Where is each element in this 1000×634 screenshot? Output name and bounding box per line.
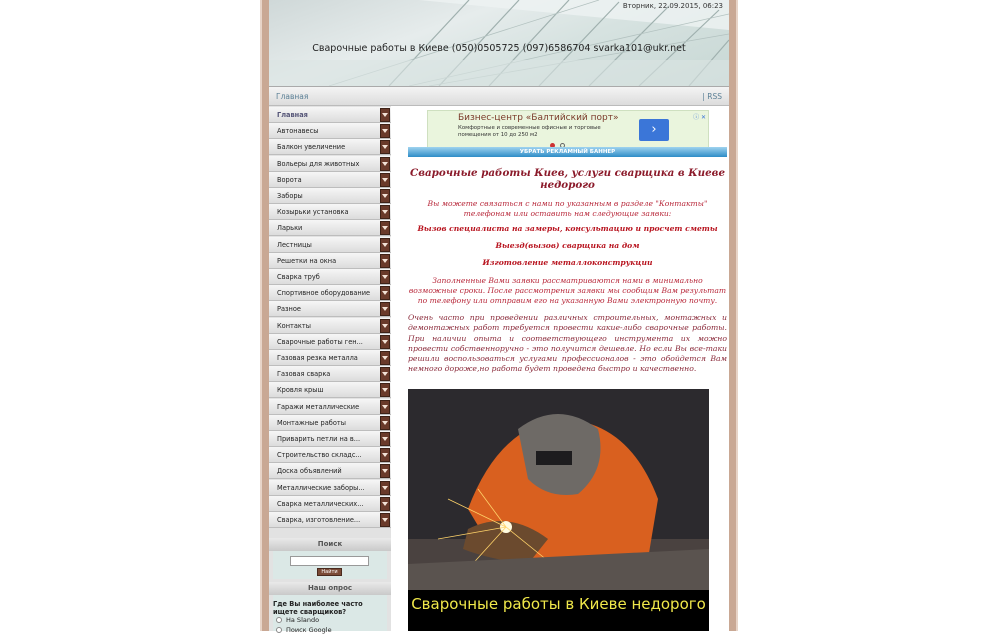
sidebar-menu-item[interactable] — [269, 237, 391, 253]
sidebar-menu-item-label: Сварка труб — [277, 273, 320, 281]
ad-banner[interactable] — [427, 110, 709, 148]
search-block-title: Поиск — [269, 538, 391, 551]
ad-text: Комфортные и современные офисные и торговые помещения от 10 до 250 м2 — [458, 125, 601, 138]
dropdown-arrow-icon[interactable] — [380, 416, 390, 430]
ad-title[interactable]: Бизнес-центр «Балтийский порт» — [458, 113, 619, 123]
sidebar-menu-item-label: Главная — [277, 111, 308, 119]
sidebar-menu-item[interactable] — [269, 512, 391, 528]
sidebar-menu-item-label: Сварка, изготовление... — [277, 516, 361, 524]
poll-option[interactable] — [276, 616, 319, 624]
sidebar-menu-item-label: Заборы — [277, 192, 303, 200]
dropdown-arrow-icon[interactable] — [380, 400, 390, 414]
dropdown-arrow-icon[interactable] — [380, 481, 390, 495]
sidebar-menu-item[interactable] — [269, 123, 391, 139]
sidebar-menu-item-label: Вольеры для животных — [277, 159, 360, 168]
sidebar-menu-item[interactable] — [269, 204, 391, 220]
poll-option[interactable] — [276, 626, 332, 634]
dropdown-arrow-icon[interactable] — [380, 335, 390, 349]
sidebar-menu-item[interactable] — [269, 415, 391, 431]
sidebar-menu-item[interactable] — [269, 480, 391, 496]
dropdown-arrow-icon[interactable] — [380, 302, 390, 316]
sidebar-menu-item-label: Спортивное оборудование — [277, 289, 371, 298]
sidebar-menu-item[interactable] — [269, 220, 391, 236]
sidebar-menu-item[interactable] — [269, 382, 391, 398]
sidebar-menu-item[interactable] — [269, 285, 391, 301]
sidebar-menu-item[interactable] — [269, 496, 391, 512]
dropdown-arrow-icon[interactable] — [380, 513, 390, 527]
dropdown-arrow-icon[interactable] — [380, 221, 390, 235]
dropdown-arrow-icon[interactable] — [380, 497, 390, 511]
dropdown-arrow-icon[interactable] — [380, 286, 390, 300]
sidebar-menu-item-label: Лестницы — [277, 240, 312, 249]
sidebar-menu-item[interactable] — [269, 447, 391, 463]
sidebar-menu-item-label: Козырьки установка — [277, 208, 349, 217]
sidebar-menu-item-label: Монтажные работы — [277, 418, 346, 427]
sidebar-menu-item[interactable] — [269, 188, 391, 204]
welder-image — [408, 389, 709, 590]
sidebar-menu-item[interactable] — [269, 301, 391, 317]
request-notice: Заполненные Вами заявки рассматриваются нами в минимально возможные сроки. После рассмотрения заявки мы сообщим Вам результат по телефону или отправим его на указанную Вами электронную почту. — [408, 276, 727, 305]
dropdown-arrow-icon[interactable] — [380, 464, 390, 478]
welder-photo — [408, 389, 709, 631]
main-content — [399, 106, 729, 631]
sidebar-menu-item-label: Строительство складс... — [277, 451, 362, 460]
nav-home-link[interactable]: Главная — [276, 92, 309, 101]
dropdown-arrow-icon[interactable] — [380, 140, 390, 154]
sidebar-menu-item-label: Металлические заборы... — [277, 483, 365, 492]
remove-ad-banner-button[interactable]: УБРАТЬ РЕКЛАМНЫЙ БАННЕР — [408, 147, 727, 157]
top-navbar — [269, 86, 729, 106]
dropdown-arrow-icon[interactable] — [380, 270, 390, 284]
dropdown-arrow-icon[interactable] — [380, 367, 390, 381]
sidebar-menu-item[interactable] — [269, 399, 391, 415]
page-container — [262, 0, 736, 634]
ad-close-icon[interactable]: ⓘ ✕ — [693, 114, 706, 121]
contact-intro: Вы можете связаться с нами по указанным в разделе "Контакты" телефонам или оставить нам следующие заявки: — [427, 199, 708, 218]
sidebar-menu-item[interactable] — [269, 366, 391, 382]
sidebar-menu-item[interactable] — [269, 269, 391, 285]
sidebar-menu-item-label: Сварка металлических... — [277, 499, 364, 508]
sidebar-menu-item-label: Газовая резка металла — [277, 354, 358, 362]
page-title: Сварочные работы Киев, услуги сварщика в Киеве недорого — [410, 167, 725, 191]
dropdown-arrow-icon[interactable] — [380, 383, 390, 397]
sidebar-menu-item-label: Автонавесы — [277, 127, 319, 136]
sidebar-menu-item-label: Ворота — [277, 175, 302, 184]
dropdown-arrow-icon[interactable] — [380, 173, 390, 187]
site-contact-line: Сварочные работы в Киеве (050)0505725 (097)6586704 svarka101@ukr.net — [312, 43, 686, 54]
sidebar-menu-item-label: Разное — [277, 305, 301, 314]
dropdown-arrow-icon[interactable] — [380, 254, 390, 268]
sidebar-menu-item-label: Газовая сварка — [277, 370, 331, 379]
sidebar-menu-item[interactable] — [269, 107, 391, 123]
sidebar-menu-item[interactable] — [269, 431, 391, 447]
sidebar-menu-item-label: Гаражи металлические — [277, 402, 360, 411]
search-button[interactable]: Найти — [317, 568, 342, 576]
sidebar-menu-item[interactable] — [269, 253, 391, 269]
service-item: Вызов специалиста на замеры, консультацию и просчет сметы — [417, 224, 718, 233]
sidebar-menu-item-label: Балкон увеличение — [277, 143, 346, 152]
sidebar-menu-item[interactable] — [269, 463, 391, 479]
sidebar-menu-item-label: Сварочные работы ген... — [277, 337, 363, 346]
dropdown-arrow-icon[interactable] — [380, 319, 390, 333]
dropdown-arrow-icon[interactable] — [380, 124, 390, 138]
datetime-display: Вторник, 22.09.2015, 06:23 — [622, 2, 723, 10]
sidebar-menu-item-label: Кровля крыш — [277, 386, 324, 395]
sidebar-menu-item-label: Приварить петли на в... — [277, 435, 361, 443]
sidebar-menu-item-label: Контакты — [277, 321, 311, 330]
dropdown-arrow-icon[interactable] — [380, 238, 390, 252]
search-input[interactable] — [290, 556, 369, 566]
dropdown-arrow-icon[interactable] — [380, 108, 390, 122]
dropdown-arrow-icon[interactable] — [380, 205, 390, 219]
rss-link[interactable]: | RSS — [702, 92, 722, 101]
sidebar-menu-item[interactable] — [269, 318, 391, 334]
poll-option-label: На Slando — [286, 616, 320, 624]
sidebar-menu-item-label: Ларьки — [277, 224, 303, 233]
service-item: Выезд(вызов) сварщика на дом — [495, 241, 640, 250]
sidebar-menu-item[interactable] — [269, 350, 391, 366]
dropdown-arrow-icon[interactable] — [380, 351, 390, 365]
service-item: Изготовление металлоконструкции — [482, 258, 653, 267]
poll-question: Где Вы наиболее часто ищете сварщиков? — [273, 600, 363, 616]
sidebar-menu-item-label: Доска объявлений — [277, 467, 342, 476]
poll-option-label: Поиск Google — [286, 626, 332, 634]
site-header — [269, 0, 729, 86]
dropdown-arrow-icon[interactable] — [380, 448, 390, 462]
dropdown-arrow-icon[interactable] — [380, 157, 390, 171]
body-paragraph: Очень часто при проведении различных строительных, монтажных и демонтажных работ требуется провести какие-либо сварочные работы. При наличии опыта и соответствующего инструмента их можно провести собственноручно - это получится дешевле. Но если Вы все-таки решили воспользоваться услугами профессионалов - это обойдется Вам немного дороже,но работа будет проведена быстро и качественно. — [408, 313, 727, 374]
dropdown-arrow-icon[interactable] — [380, 189, 390, 203]
ad-next-arrow-icon[interactable]: › — [639, 119, 669, 141]
sidebar-menu-item[interactable] — [269, 334, 391, 350]
radio-button[interactable] — [276, 627, 282, 633]
sidebar-menu-item-label: Решетки на окна — [277, 256, 337, 265]
sidebar-menu-item[interactable] — [269, 156, 391, 172]
sidebar-menu-item[interactable] — [269, 172, 391, 188]
poll-block-title: Наш опрос — [269, 582, 391, 595]
radio-button[interactable] — [276, 617, 282, 623]
sidebar-menu-item[interactable] — [269, 139, 391, 155]
sidebar — [269, 106, 391, 631]
dropdown-arrow-icon[interactable] — [380, 432, 390, 446]
photo-caption: Сварочные работы в Киеве недорого — [408, 590, 709, 631]
